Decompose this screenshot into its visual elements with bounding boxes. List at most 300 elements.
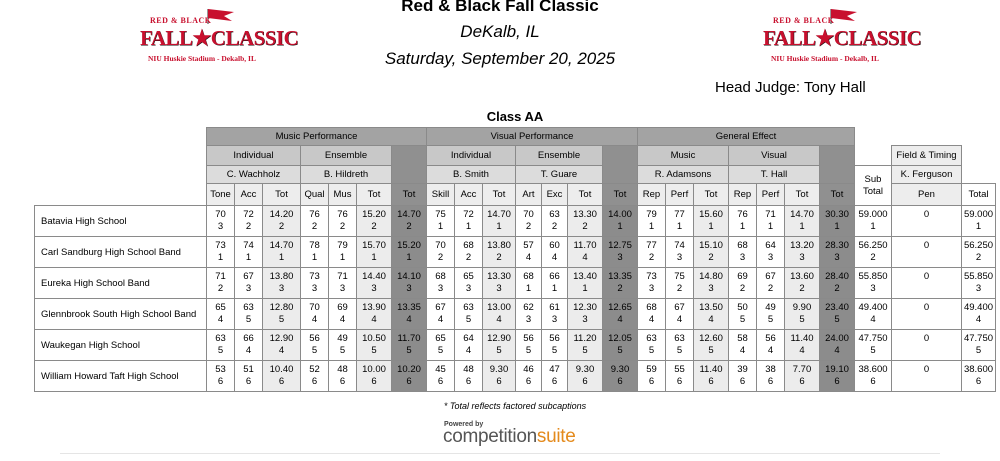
rank-value: 2	[525, 221, 532, 232]
score-value: 48	[463, 364, 474, 375]
col-acc: Acc	[455, 184, 483, 206]
rank-value: 2	[676, 283, 683, 294]
score-cell-mp-total	[392, 206, 427, 237]
score-value: 56.250	[963, 240, 994, 251]
score-value: 68	[737, 240, 748, 251]
score-cell-skill	[427, 206, 455, 237]
score-cell-tot	[568, 268, 603, 299]
rank-value: 5	[339, 345, 346, 356]
score-value: 0	[923, 364, 930, 375]
score-cell-ge-total	[820, 268, 855, 299]
score-value: 28.30	[825, 240, 849, 251]
score-cell-tot	[785, 330, 820, 361]
score-value: 59.000	[963, 209, 994, 220]
score-cell-tot	[357, 206, 392, 237]
rank-value: 5	[551, 345, 558, 356]
score-value: 72	[243, 209, 254, 220]
rank-value: 3	[975, 283, 982, 294]
rank-value: 1	[617, 221, 623, 232]
rank-value: 1	[371, 252, 377, 263]
score-cell-vp-total	[603, 299, 638, 330]
rank-value: 1	[406, 252, 412, 263]
score-value: 65	[435, 333, 446, 344]
rank-value: 4	[217, 314, 224, 325]
score-cell-tot	[483, 237, 516, 268]
col-rep: Rep	[638, 184, 666, 206]
judge-field-timing: K. Ferguson	[892, 166, 962, 184]
score-value: 78	[309, 240, 320, 251]
score-cell-tot	[263, 268, 301, 299]
rank-value: 4	[525, 252, 532, 263]
score-value: 15.10	[699, 240, 723, 251]
score-value: 12.80	[269, 302, 294, 313]
rank-value: 1	[767, 221, 774, 232]
rank-value: 3	[465, 283, 472, 294]
score-value: 13.80	[269, 271, 294, 282]
score-value: 9.30	[610, 364, 630, 375]
score-value: 60	[549, 240, 560, 251]
score-value: 13.40	[573, 271, 597, 282]
score-value: 15.70	[362, 240, 386, 251]
score-value: 13.20	[790, 240, 814, 251]
score-cell-rep	[638, 361, 666, 392]
score-cell-tone	[207, 237, 235, 268]
table-row	[35, 299, 996, 330]
rank-value: 4	[437, 314, 444, 325]
score-cell-perf	[757, 206, 785, 237]
col-tone: Tone	[207, 184, 235, 206]
rank-value: 2	[739, 283, 746, 294]
rank-value: 4	[496, 314, 502, 325]
caption-general-effect: General Effect	[638, 128, 855, 146]
school-name: Waukegan High School	[35, 330, 207, 361]
rank-value: 3	[648, 283, 655, 294]
score-cell-skill	[427, 361, 455, 392]
event-date: Saturday, September 20, 2025	[384, 49, 616, 68]
score-cell-skill	[427, 237, 455, 268]
score-cell-tot	[568, 206, 603, 237]
rank-value: 6	[767, 376, 774, 387]
sub-total-header: Sub Total	[855, 166, 892, 206]
rank-value: 2	[617, 283, 623, 294]
rank-value	[892, 314, 961, 326]
rank-value: 4	[371, 314, 377, 325]
rank-value: 2	[371, 221, 377, 232]
rank-value: 2	[870, 252, 876, 263]
score-value: 62	[523, 302, 534, 313]
rank-value: 3	[245, 283, 252, 294]
score-cell-acc	[455, 361, 483, 392]
subcaption-vp-ensemble: Ensemble	[516, 146, 603, 166]
score-cell-tone	[207, 330, 235, 361]
score-cell-perf	[666, 361, 694, 392]
score-value: 14.00	[608, 209, 632, 220]
judge-vp-individual: B. Smith	[427, 166, 516, 184]
score-cell-tot	[785, 206, 820, 237]
score-cell-exc	[542, 361, 568, 392]
score-value: 13.60	[790, 271, 814, 282]
rank-value: 4	[648, 314, 655, 325]
score-cell-total	[962, 206, 996, 237]
score-cell-tot	[263, 237, 301, 268]
rank-value: 4	[975, 314, 982, 325]
score-cell-total	[962, 299, 996, 330]
score-cell-tot	[483, 330, 516, 361]
score-cell-rep	[638, 206, 666, 237]
score-cell-tot	[357, 330, 392, 361]
score-cell-pen	[892, 330, 962, 361]
rank-value: 4	[708, 314, 714, 325]
score-cell-exc	[542, 237, 568, 268]
score-cell-skill	[427, 330, 455, 361]
score-value: 56	[765, 333, 776, 344]
score-cell-perf	[757, 361, 785, 392]
score-cell-total	[962, 237, 996, 268]
judge-mp-individual: C. Wachholz	[207, 166, 301, 184]
score-cell-total	[962, 330, 996, 361]
score-cell-rep	[729, 237, 757, 268]
score-value: 63	[674, 333, 685, 344]
score-body	[35, 206, 996, 392]
rank-value: 3	[496, 283, 502, 294]
rank-value: 4	[739, 345, 746, 356]
score-value: 12.75	[608, 240, 632, 251]
score-value: 77	[646, 240, 657, 251]
score-cell-mp-total	[392, 237, 427, 268]
logo-sub-text: NIU Huskie Stadium - Dekalb, IL	[771, 54, 879, 63]
score-value: 65	[215, 302, 226, 313]
rank-value: 1	[676, 221, 683, 232]
score-value: 13.30	[573, 209, 597, 220]
rank-value: 5	[617, 345, 623, 356]
rank-value: 2	[465, 252, 472, 263]
score-value: 70	[309, 302, 320, 313]
subcaption-mp-ensemble: Ensemble	[301, 146, 392, 166]
score-value: 76	[309, 209, 320, 220]
score-value: 64	[765, 240, 776, 251]
rank-value: 6	[217, 376, 224, 387]
score-value: 39	[737, 364, 748, 375]
score-value: 0	[923, 271, 930, 282]
rank-value: 3	[278, 283, 285, 294]
rank-value: 2	[708, 252, 714, 263]
rank-value: 1	[525, 283, 532, 294]
rank-value: 3	[834, 252, 840, 263]
rank-value: 2	[437, 252, 444, 263]
score-value: 71	[765, 209, 776, 220]
score-value: 57	[523, 240, 534, 251]
rank-value: 6	[311, 376, 318, 387]
rank-value: 4	[767, 345, 774, 356]
rank-value: 3	[311, 283, 318, 294]
score-value: 12.05	[608, 333, 632, 344]
rank-value: 6	[870, 376, 876, 387]
subcaption-ge-music: Music	[638, 146, 729, 166]
score-value: 13.50	[699, 302, 723, 313]
rank-value: 5	[834, 314, 840, 325]
score-value: 55	[674, 364, 685, 375]
score-cell-ge-total	[820, 206, 855, 237]
rank-value: 6	[465, 376, 472, 387]
rank-value: 4	[582, 252, 588, 263]
col-tot: Tot	[483, 184, 516, 206]
score-value: 70	[215, 209, 226, 220]
score-value: 61	[549, 302, 560, 313]
caption-music-performance: Music Performance	[207, 128, 427, 146]
score-cell-mus	[329, 361, 357, 392]
score-cell-acc	[455, 206, 483, 237]
judge-ge-visual: T. Hall	[729, 166, 820, 184]
score-cell-vp-total	[603, 268, 638, 299]
score-cell-rep	[638, 330, 666, 361]
rank-value: 5	[648, 345, 655, 356]
rank-value: 3	[525, 314, 532, 325]
score-cell-sub-total	[855, 330, 892, 361]
score-value: 63	[646, 333, 657, 344]
rank-value: 1	[648, 221, 655, 232]
score-value: 47	[549, 364, 560, 375]
rank-value: 1	[870, 221, 876, 232]
score-cell-rep	[638, 237, 666, 268]
score-cell-art	[516, 237, 542, 268]
score-value: 15.20	[362, 209, 386, 220]
score-cell-perf	[666, 268, 694, 299]
score-cell-acc	[235, 206, 263, 237]
score-cell-perf	[666, 206, 694, 237]
rank-value: 1	[217, 252, 224, 263]
score-value: 12.60	[699, 333, 723, 344]
score-value: 50	[737, 302, 748, 313]
rank-value: 1	[739, 221, 746, 232]
score-value: 79	[646, 209, 657, 220]
score-value: 52	[309, 364, 320, 375]
rank-value: 5	[799, 314, 805, 325]
score-cell-tot	[694, 268, 729, 299]
rank-value: 6	[648, 376, 655, 387]
rank-value: 5	[496, 345, 502, 356]
score-value: 68	[523, 271, 534, 282]
score-value: 70	[523, 209, 534, 220]
score-value: 67	[435, 302, 446, 313]
col-tot: Tot	[263, 184, 301, 206]
score-value: 67	[243, 271, 254, 282]
caption-header-row	[35, 128, 996, 146]
score-value: 64	[463, 333, 474, 344]
score-value: 71	[215, 271, 226, 282]
rank-value: 4	[799, 345, 805, 356]
score-value: 63	[549, 209, 560, 220]
score-cell-exc	[542, 206, 568, 237]
rank-value: 3	[708, 283, 714, 294]
rank-value: 1	[551, 283, 558, 294]
score-cell-perf	[757, 330, 785, 361]
score-value: 10.00	[362, 364, 386, 375]
score-cell-rep	[729, 361, 757, 392]
score-cell-pen	[892, 361, 962, 392]
score-value: 14.70	[397, 209, 421, 220]
rank-value: 3	[217, 221, 224, 232]
score-cell-vp-total	[603, 330, 638, 361]
score-cell-rep	[729, 299, 757, 330]
score-value: 23.40	[825, 302, 849, 313]
score-value: 13.00	[487, 302, 511, 313]
score-cell-art	[516, 330, 542, 361]
rank-value: 1	[339, 252, 346, 263]
score-cell-rep	[729, 268, 757, 299]
score-value: 49	[337, 333, 348, 344]
score-value: 38.600	[858, 364, 888, 375]
rank-value: 5	[437, 345, 444, 356]
col-rep: Rep	[729, 184, 757, 206]
rank-value: 2	[278, 221, 285, 232]
rank-value: 4	[870, 314, 876, 325]
score-cell-tot	[263, 206, 301, 237]
score-table	[34, 127, 996, 392]
score-cell-pen	[892, 299, 962, 330]
score-cell-tot	[694, 237, 729, 268]
score-value: 12.65	[608, 302, 632, 313]
score-value: 63	[243, 302, 254, 313]
rank-value: 6	[708, 376, 714, 387]
score-cell-acc	[455, 299, 483, 330]
score-cell-mus	[329, 330, 357, 361]
rank-value: 5	[975, 345, 982, 356]
score-value: 12.90	[269, 333, 294, 344]
col-skill: Skill	[427, 184, 455, 206]
rank-value: 6	[676, 376, 683, 387]
score-value: 13.35	[608, 271, 632, 282]
score-cell-sub-total	[855, 237, 892, 268]
rank-value: 5	[739, 314, 746, 325]
score-cell-art	[516, 361, 542, 392]
score-cell-skill	[427, 268, 455, 299]
rank-value: 2	[799, 283, 805, 294]
score-value: 74	[674, 240, 685, 251]
col-tot: Tot	[357, 184, 392, 206]
score-value: 49.400	[858, 302, 888, 313]
score-cell-tot	[568, 299, 603, 330]
score-value: 56	[309, 333, 320, 344]
rank-value: 4	[551, 252, 558, 263]
score-cell-tot	[785, 268, 820, 299]
school-name: Eureka High School Band	[35, 268, 207, 299]
score-value: 13.30	[487, 271, 511, 282]
score-cell-rep	[638, 268, 666, 299]
score-value: 53	[215, 364, 226, 375]
score-value: 11.70	[573, 240, 597, 251]
rank-value: 1	[311, 252, 318, 263]
score-value: 59.000	[858, 209, 888, 220]
score-cell-perf	[666, 330, 694, 361]
score-value: 79	[337, 240, 348, 251]
score-cell-qual	[301, 361, 329, 392]
score-cell-pen	[892, 206, 962, 237]
col-exc: Exc	[542, 184, 568, 206]
rank-value: 3	[739, 252, 746, 263]
score-value: 11.40	[790, 333, 814, 344]
rank-value: 6	[278, 376, 285, 387]
score-cell-tot	[263, 361, 301, 392]
score-cell-qual	[301, 330, 329, 361]
score-value: 14.20	[269, 209, 294, 220]
score-value: 68	[463, 240, 474, 251]
col-vp-tot: Tot	[603, 184, 638, 206]
score-value: 10.40	[269, 364, 294, 375]
rank-value: 6	[582, 376, 588, 387]
rank-value: 6	[799, 376, 805, 387]
page-title: Red & Black Fall Classic	[401, 0, 599, 15]
score-cell-mp-total	[392, 330, 427, 361]
score-value: 73	[646, 271, 657, 282]
rank-value: 6	[834, 376, 840, 387]
rank-value: 5	[767, 314, 774, 325]
logo-top-text: RED & BLACK	[773, 16, 835, 25]
col-total: Total	[962, 184, 996, 206]
score-value: 68	[646, 302, 657, 313]
rank-value: 6	[496, 376, 502, 387]
score-cell-tot	[694, 299, 729, 330]
score-cell-qual	[301, 206, 329, 237]
score-value: 10.20	[397, 364, 421, 375]
score-cell-mp-total	[392, 361, 427, 392]
score-value: 19.10	[825, 364, 849, 375]
score-cell-tot	[694, 330, 729, 361]
score-value: 76	[737, 209, 748, 220]
school-name: William Howard Taft High School	[35, 361, 207, 392]
score-cell-vp-total	[603, 237, 638, 268]
rank-value	[892, 345, 961, 357]
score-value: 73	[215, 240, 226, 251]
rank-value: 1	[799, 221, 805, 232]
score-cell-qual	[301, 299, 329, 330]
score-cell-sub-total	[855, 361, 892, 392]
rank-value: 6	[617, 376, 623, 387]
subcaption-mp-individual: Individual	[207, 146, 301, 166]
rank-value: 1	[245, 252, 252, 263]
score-value: 67	[674, 302, 685, 313]
score-value: 51	[243, 364, 254, 375]
score-cell-acc	[455, 268, 483, 299]
school-name: Glennbrook South High School Band	[35, 299, 207, 330]
score-value: 12.30	[573, 302, 597, 313]
table-row	[35, 330, 996, 361]
rank-value	[892, 252, 961, 264]
score-value: 75	[674, 271, 685, 282]
rank-value: 5	[278, 314, 285, 325]
rank-value: 1	[437, 221, 444, 232]
rank-value: 5	[676, 345, 683, 356]
column-header-row	[35, 184, 996, 206]
score-value: 48	[337, 364, 348, 375]
score-cell-exc	[542, 299, 568, 330]
rank-value: 6	[739, 376, 746, 387]
rank-value: 4	[617, 314, 623, 325]
rank-value: 2	[245, 221, 252, 232]
score-cell-mus	[329, 268, 357, 299]
table-row	[35, 361, 996, 392]
score-cell-ge-total	[820, 299, 855, 330]
score-cell-tot	[357, 361, 392, 392]
rank-value: 2	[339, 221, 346, 232]
rank-value: 6	[975, 376, 982, 387]
logo-main-text: FALL★CLASSIC	[763, 26, 922, 50]
score-value: 74	[243, 240, 254, 251]
rank-value: 4	[834, 345, 840, 356]
score-cell-sub-total	[855, 299, 892, 330]
score-value: 13.80	[487, 240, 511, 251]
col-art: Art	[516, 184, 542, 206]
rank-value: 4	[278, 345, 285, 356]
